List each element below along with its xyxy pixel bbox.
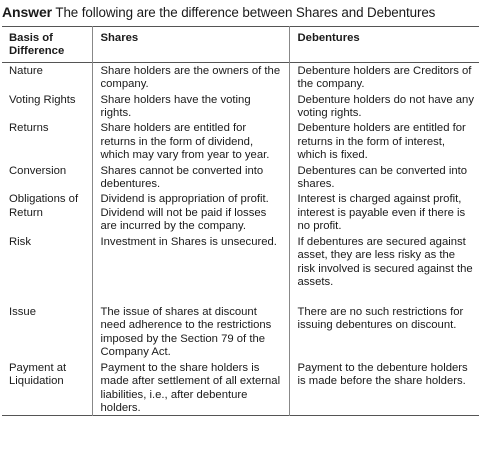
debentures-cell: Payment to the debenture holders is made before the share holders. — [289, 360, 479, 416]
table-row — [2, 62, 479, 91]
shares-cell: Share holders have the voting rights. — [92, 92, 289, 121]
answer-heading — [2, 4, 480, 20]
debentures-cell: If debentures are secured against asset, they are less risky as the risk involved is secured against the assets. — [289, 234, 479, 304]
table-row — [2, 234, 479, 304]
table-row — [2, 360, 479, 416]
table-row — [2, 191, 479, 233]
shares-cell: Share holders are the owners of the company. — [92, 62, 289, 91]
basis-cell: Returns — [9, 122, 49, 135]
basis-cell: Voting Rights — [9, 93, 76, 106]
shares-cell: The issue of shares at discount need adherence to the restrictions imposed by the Section 79 of the Company Act. — [92, 304, 289, 360]
debentures-cell: Debenture holders do not have any voting rights. — [289, 92, 479, 121]
table-row — [2, 163, 479, 192]
table-row — [2, 92, 479, 121]
debentures-cell: Interest is charged against profit, interest is payable even if there is no profit. — [289, 191, 479, 233]
heading-text: The following are the difference between Shares and Debentures — [55, 5, 436, 20]
debentures-cell: Debentures can be converted into shares. — [289, 163, 479, 192]
header-debentures: Debentures — [289, 27, 479, 63]
basis-cell: Payment at Liquidation — [9, 361, 67, 388]
basis-cell: Obligations of Return — [9, 193, 79, 219]
shares-cell: Payment to the share holders is made after settlement of all external liabilities, i.e., after debenture holders. — [92, 360, 289, 416]
shares-cell: Shares cannot be converted into debentures. — [92, 163, 289, 192]
table-header-row — [2, 27, 479, 63]
debentures-cell: Debenture holders are Creditors of the company. — [289, 62, 479, 91]
table-row — [2, 120, 479, 162]
basis-cell: Issue — [9, 305, 37, 318]
debentures-cell: Debenture holders are entitled for returns in the form of interest, which is fixed. — [289, 120, 479, 162]
table-row — [2, 304, 479, 360]
header-basis: Basis of Difference — [9, 32, 65, 58]
header-shares: Shares — [92, 27, 289, 63]
debentures-cell: There are no such restrictions for issuing debentures on discount. — [289, 304, 479, 360]
comparison-table — [2, 26, 479, 416]
basis-cell: Risk — [9, 235, 31, 248]
shares-cell: Investment in Shares is unsecured. — [92, 234, 289, 304]
shares-cell: Share holders are entitled for returns in the form of dividend, which may vary from year to year. — [92, 120, 289, 162]
basis-cell: Conversion — [9, 164, 67, 177]
shares-cell: Dividend is appropriation of profit. Dividend will not be paid if losses are incurred by the company. — [92, 191, 289, 233]
answer-label: Answer — [2, 4, 52, 20]
basis-cell: Nature — [9, 64, 43, 77]
